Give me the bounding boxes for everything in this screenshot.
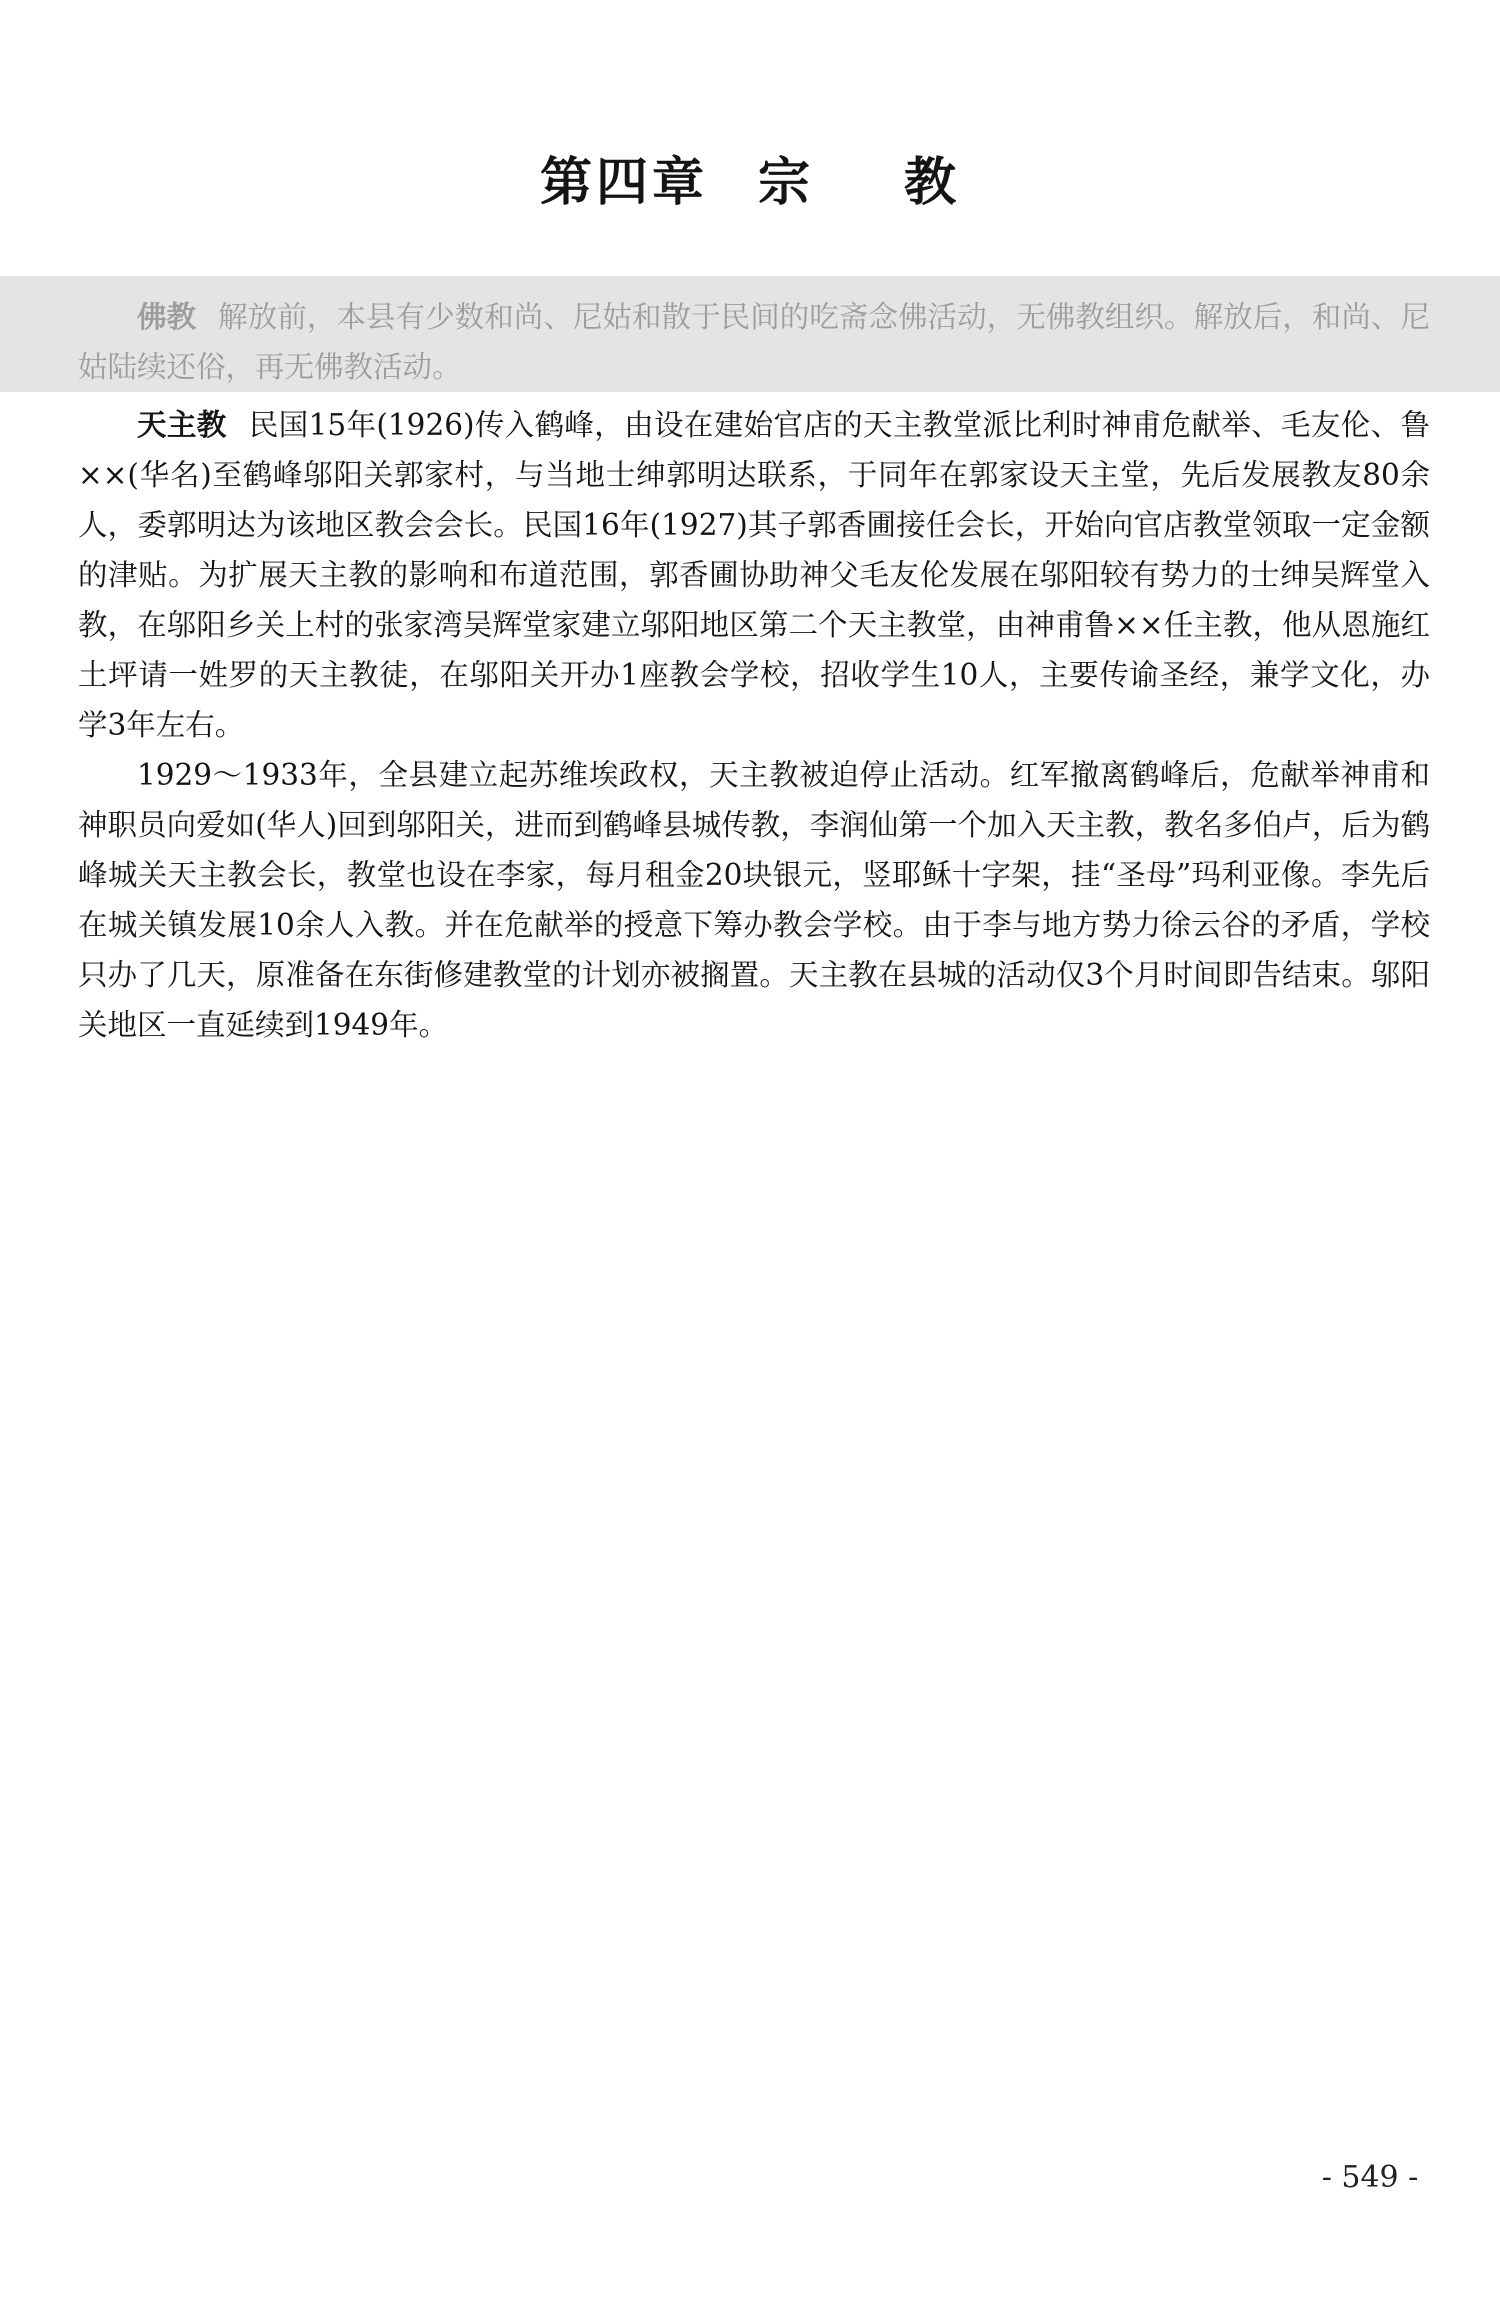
chapter-title xyxy=(0,140,1500,215)
chapter-title-part1: 宗 xyxy=(757,152,814,213)
section-catholicism xyxy=(78,400,1430,1050)
catholicism-heading: 天主教 xyxy=(137,407,227,442)
buddhism-paragraph xyxy=(78,292,1430,392)
catholicism-paragraph-1 xyxy=(78,400,1430,750)
chapter-number: 第四章 xyxy=(539,152,708,213)
buddhism-heading: 佛教 xyxy=(137,299,197,334)
catholicism-paragraph-2: 1929～1933年，全县建立起苏维埃政权，天主教被迫停止活动。红军撤离鹤峰后，危献举神甫和神职员向爱如(华人)回到邬阳关，进而到鹤峰县城传教，李润仙第一个加入天主教，教名多伯卢，后为鹤峰城关天主教会长，教堂也设在李家，每月租金20块银元，竖耶稣十字架，挂“圣母”玛利亚像。李先后在城关镇发展10余人入教。并在危献举的授意下筹办教会学校。由于李与地方势力徐云谷的矛盾，学校只办了几天，原准备在东街修建教堂的计划亦被搁置。天主教在县城的活动仅3个月时间即告结束。邬阳关地区一直延续到1949年。 xyxy=(78,758,1430,1042)
section-buddhism xyxy=(78,292,1430,392)
catholicism-text-1: 民国15年(1926)传入鹤峰，由设在建始官店的天主教堂派比利时神甫危献举、毛友伦、鲁××(华名)至鹤峰邬阳关郭家村，与当地士绅郭明达联系，于同年在郭家设天主堂，先后发展教友80余人，委郭明达为该地区教会会长。民国16年(1927)其子郭香圃接任会长，开始向官店教堂领取一定金额的津贴。为扩展天主教的影响和布道范围，郭香圃协助神父毛友伦发展在邬阳较有势力的士绅吴辉堂入教，在邬阳乡关上村的张家湾吴辉堂家建立邬阳地区第二个天主教堂，由神甫鲁××任主教，他从恩施红土坪请一姓罗的天主教徒，在邬阳关开办1座教会学校，招收学生10人，主要传谕圣经，兼学文化，办学3年左右。 xyxy=(78,408,1430,742)
chapter-title-part2: 教 xyxy=(904,152,961,213)
buddhism-text: 解放前，本县有少数和尚、尼姑和散于民间的吃斋念佛活动，无佛教组织。解放后，和尚、尼姑陆续还俗，再无佛教活动。 xyxy=(78,300,1430,384)
page-number: - 549 - xyxy=(1321,2160,1419,2195)
